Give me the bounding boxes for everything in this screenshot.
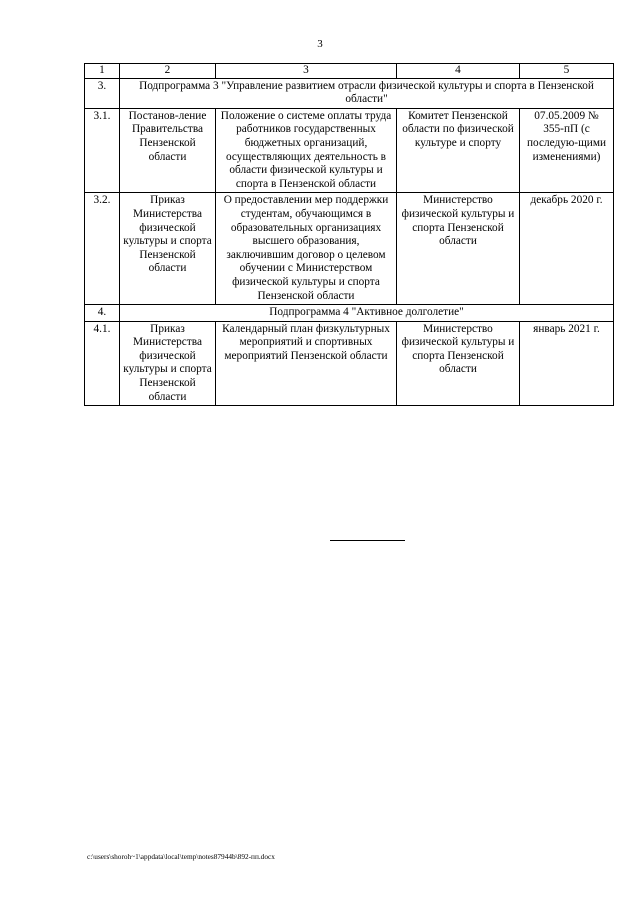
section-title: Подпрограмма 4 "Активное долголетие" bbox=[120, 305, 614, 322]
separator-line bbox=[330, 540, 405, 541]
page-number: 3 bbox=[317, 38, 323, 50]
section-number: 3. bbox=[85, 78, 120, 108]
row-doc-type: Приказ Министерства физической культуры и спорта Пензенской области bbox=[120, 193, 216, 305]
table-row bbox=[85, 193, 614, 305]
row-executor: Министерство физической культуры и спорта Пензенской области bbox=[397, 321, 520, 406]
row-doc-type: Постанов-ление Правительства Пензенской области bbox=[120, 108, 216, 193]
column-header-4: 4 bbox=[397, 64, 520, 79]
column-header-5: 5 bbox=[520, 64, 614, 79]
section-number: 4. bbox=[85, 305, 120, 322]
section-row bbox=[85, 305, 614, 322]
column-header-3: 3 bbox=[216, 64, 397, 79]
row-doc-type: Приказ Министерства физической культуры и спорта Пензенской области bbox=[120, 321, 216, 406]
row-date: январь 2021 г. bbox=[520, 321, 614, 406]
row-number: 3.1. bbox=[85, 108, 120, 193]
row-number: 4.1. bbox=[85, 321, 120, 406]
row-executor: Министерство физической культуры и спорта Пензенской области bbox=[397, 193, 520, 305]
section-title: Подпрограмма 3 "Управление развитием отрасли физической культуры и спорта в Пензенской области" bbox=[120, 78, 614, 108]
section-row bbox=[85, 78, 614, 108]
row-doc-name: О предоставлении мер поддержки студентам, обучающимся в образовательных организациях высшего образования, заключившим договор о целевом обучении с Министерством физической культуры и спорта Пензенской области bbox=[216, 193, 397, 305]
row-doc-name: Положение о системе оплаты труда работников государственных бюджетных организаций, осуществляющих деятельность в области физической культуры и спорта в Пензенской области bbox=[216, 108, 397, 193]
row-doc-name: Календарный план физкультурных мероприятий и спортивных мероприятий Пензенской области bbox=[216, 321, 397, 406]
table-row bbox=[85, 321, 614, 406]
row-date: 07.05.2009 № 355-пП (с последую-щими изменениями) bbox=[520, 108, 614, 193]
table-header-row bbox=[85, 64, 614, 79]
row-executor: Комитет Пензенской области по физической культуре и спорту bbox=[397, 108, 520, 193]
legal-acts-table bbox=[84, 63, 614, 406]
row-number: 3.2. bbox=[85, 193, 120, 305]
column-header-2: 2 bbox=[120, 64, 216, 79]
file-path: c:\users\shoroh~1\appdata\local\temp\notes87944b\892-пп.docx bbox=[87, 852, 275, 861]
column-header-1: 1 bbox=[85, 64, 120, 79]
table-row bbox=[85, 108, 614, 193]
row-date: декабрь 2020 г. bbox=[520, 193, 614, 305]
